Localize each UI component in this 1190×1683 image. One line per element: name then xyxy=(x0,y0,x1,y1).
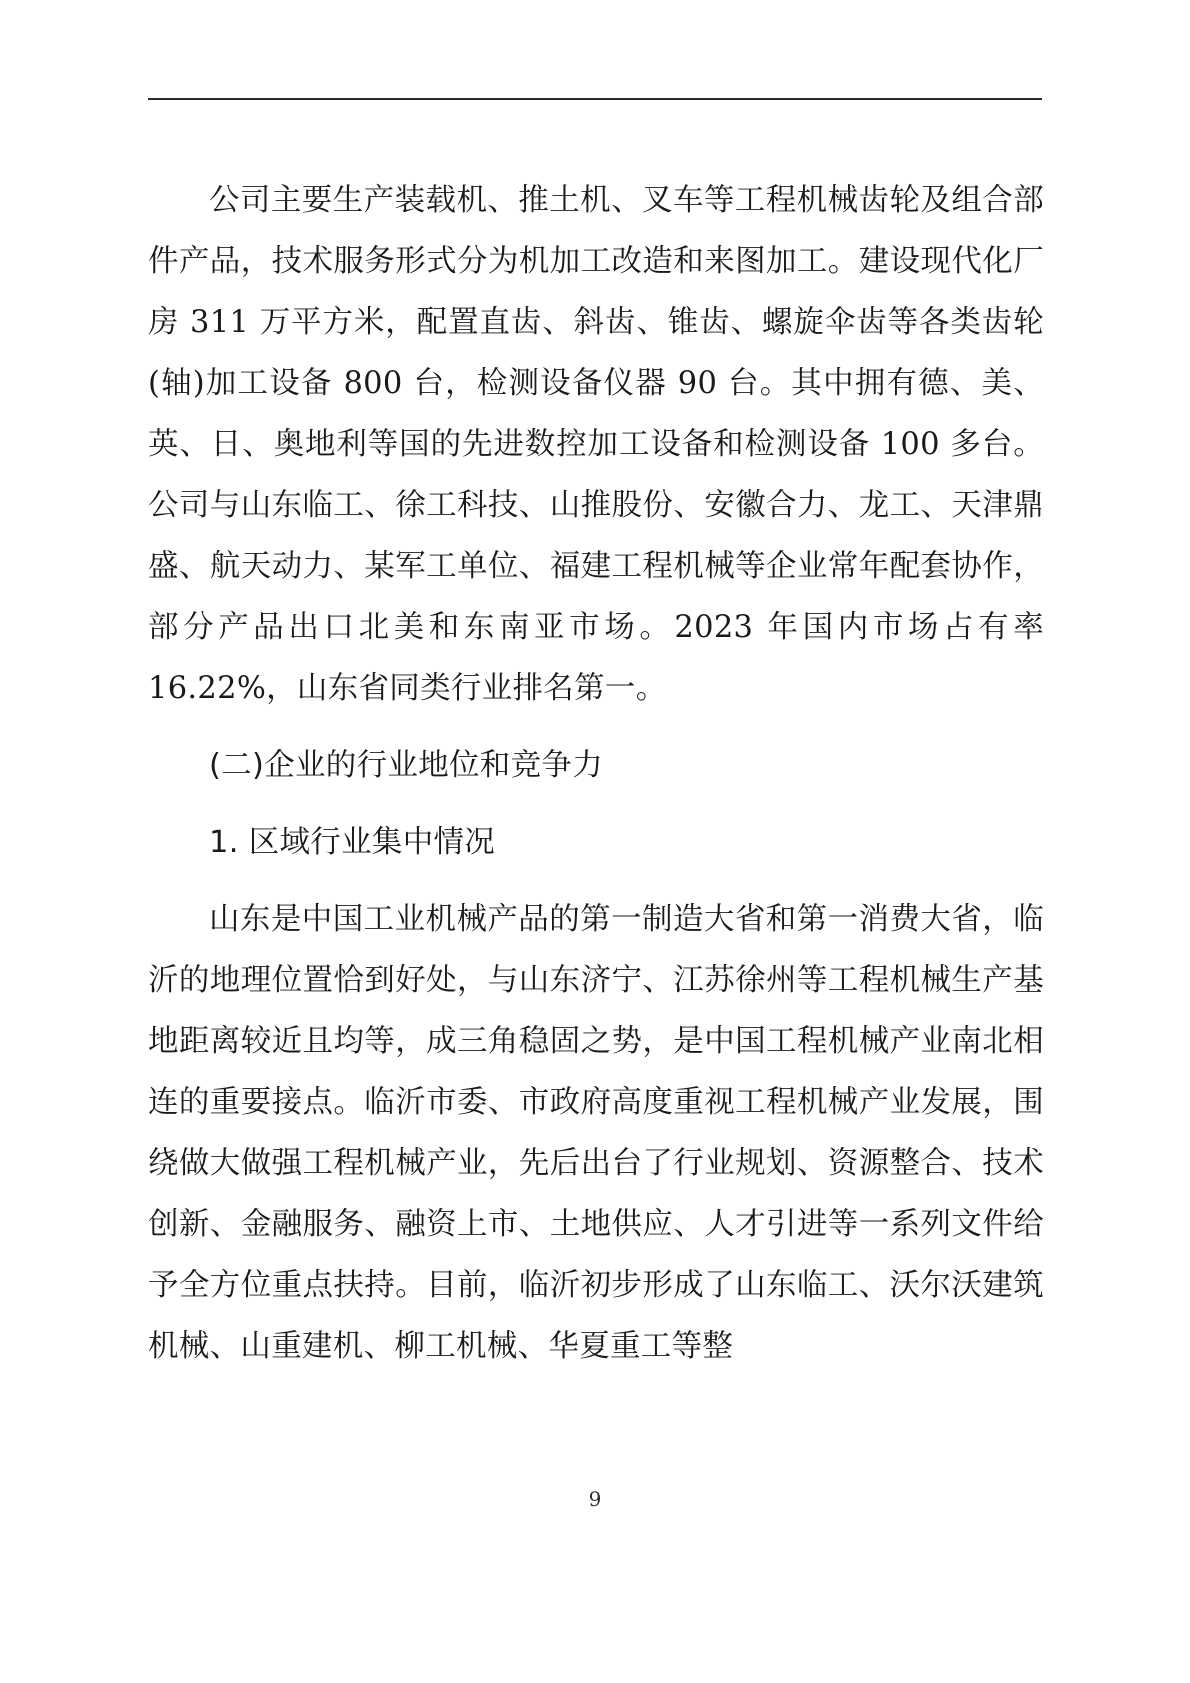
paragraph-spacer xyxy=(148,802,1044,812)
paragraph-shandong-industry: 山东是中国工业机械产品的第一制造大省和第一消费大省，临沂的地理位置恰到好处，与山东济宁、江苏徐州等工程机械生产基地距离较近且均等，成三角稳固之势，是中国工程机械产业南北相连的重要接点。临沂市委、市政府高度重视工程机械产业发展，围绕做大做强工程机械产业，先后出台了行业规划、资源整合、技术创新、金融服务、融资上市、土地供应、人才引进等一系列文件给予全方位重点扶持。目前，临沂初步形成了山东临工、沃尔沃建筑机械、山重建机、柳工机械、华夏重工等整 xyxy=(148,902,1044,1364)
header-divider xyxy=(148,98,1042,100)
paragraph-spacer xyxy=(148,879,1044,889)
subheading-regional-concentration: 1. 区域行业集中情况 xyxy=(209,825,496,860)
paragraph-company-production: 公司主要生产装载机、推土机、叉车等工程机械齿轮及组合部件产品，技术服务形式分为机加工改造和来图加工。建设现代化厂房 311 万平方米，配置直齿、斜齿、锥齿、螺旋伞齿等各类齿轮(轴)加工设备 800 台，检测设备仪器 90 台。其中拥有德、美、英、日、奥地利等国的先进数控加工设备和检测设备 100 多台。公司与山东临工、徐工科技、山推股份、安徽合力、龙工、天津鼎盛、航天动力、某军工单位、福建工程机械等企业常年配套协作，部分产品出口北美和东南亚市场。2023 年国内市场占有率 16.22%，山东省同类行业排名第一。 xyxy=(148,183,1044,706)
paragraph-spacer xyxy=(148,725,1044,735)
page-number: 9 xyxy=(588,1487,602,1511)
heading-industry-position: (二)企业的行业地位和竞争力 xyxy=(209,748,603,783)
document-body xyxy=(148,170,1044,1383)
